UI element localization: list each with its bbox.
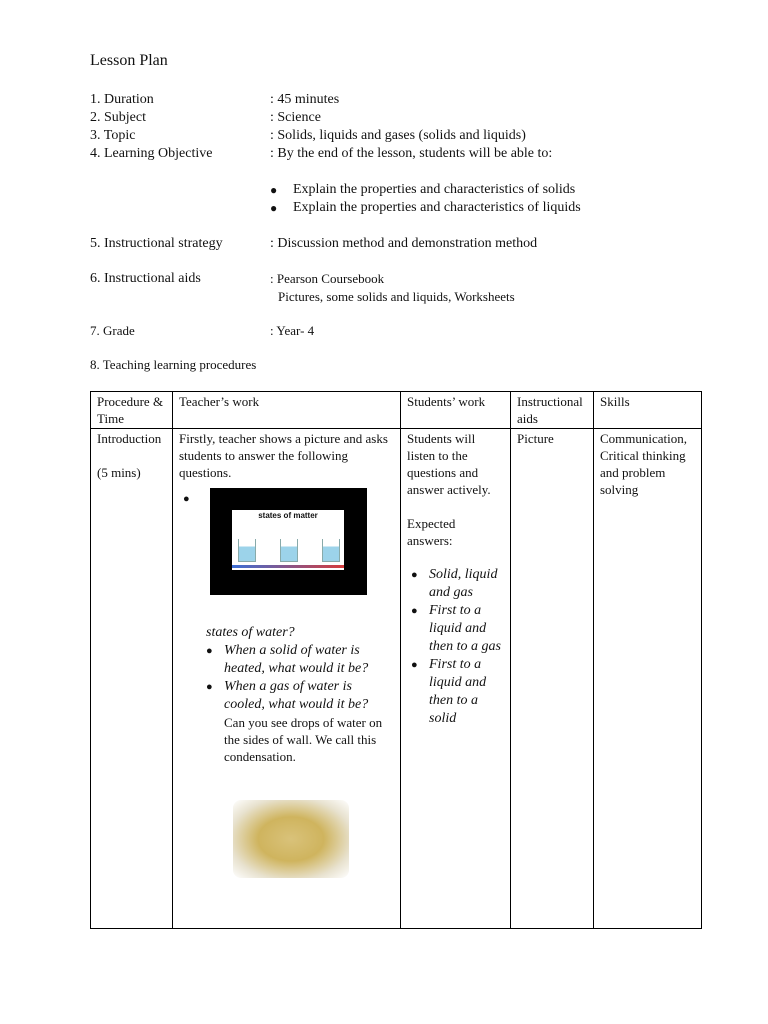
answer-item: ● First to a liquid and then to a solid — [411, 657, 487, 726]
aids-cell: Picture — [511, 429, 594, 929]
bullet-icon: ● — [411, 569, 418, 581]
states-of-matter-image — [210, 488, 367, 595]
meta-label: 5. Instructional strategy — [90, 236, 223, 251]
meta-value: : By the end of the lesson, students will be able to: — [270, 146, 553, 161]
meta-value: : Discussion method and demonstration method — [270, 236, 538, 251]
meta-value: : Pearson Coursebook — [270, 271, 385, 286]
document-page: Lesson Plan 1. Duration : 45 minutes 2. Subject : Science 3. Topic : Solids, liquids and gases (solids and liquids) 4. Learning Objective : By the end of the lesson, students will be able to: ● Explain the properties and characteristics of solids ● Explain the properties and characteristics of liquids 5. Instructional strategy : Discussion method and demonstration method 6. Instructional aids : Pearson Coursebook Pictures, some solids and liquids, Worksheets 7. Grade : Year- 4 8. Teaching learning procedures Procedure & Time Teacher’s work Students’ work Instructional aids Skills Introduction (5 mins) Firstly, teacher shows a picture and asks students to answer the following questions. states of water? ● When a solid of water is heated, what would it be? ● When a gas of water is cooled, what would it be? Can you see drops of water on the sides of wall. We call this condensation. Students will listen to the questions and answer actively. Expected answers: ● Solid, liquid and gas ● First to a liquid and then to a gas ● First to a liquid and then to a solid Picture Communication, Critical thinking and problem solving ● states of matter — [0, 0, 768, 1024]
bullet-icon: ● — [206, 681, 213, 693]
beaker-solid-icon — [238, 539, 256, 562]
meta-value: : Science — [270, 110, 321, 125]
procedures-table — [90, 391, 702, 929]
bullet-icon: ● — [270, 183, 278, 197]
question-3: ● When a gas of water is cooled, what would it be? — [206, 679, 369, 712]
header-skills: Skills — [594, 392, 702, 429]
question-2: ● When a solid of water is heated, what would it be? — [206, 643, 369, 676]
students-intro: Students will listen to the questions and answer actively. — [407, 431, 491, 497]
header-students: Students’ work — [401, 392, 511, 429]
expected-label: Expected answers: — [407, 516, 456, 548]
meta-label: 2. Subject — [90, 110, 146, 125]
table-header-row — [91, 392, 702, 429]
procedure-name: Introduction — [97, 431, 162, 446]
header-aids: Instructional aids — [511, 392, 594, 429]
meta-value: : Year- 4 — [270, 323, 315, 338]
teacher-intro: Firstly, teacher shows a picture and asks students to answer the following questions. — [179, 431, 388, 480]
meta-label: 4. Learning Objective — [90, 146, 213, 161]
header-procedure: Procedure & Time — [91, 392, 173, 429]
meta-label: 3. Topic — [90, 128, 136, 143]
condensation-note: Can you see drops of water on the sides of wall. We call this condensation. — [224, 715, 383, 764]
meta-value: : 45 minutes — [270, 92, 340, 107]
beaker-gas-icon — [322, 539, 340, 562]
bullet-icon: ● — [206, 645, 213, 657]
bullet-icon: ● — [411, 659, 418, 671]
bullet-icon: ● — [411, 605, 418, 617]
meta-label: 6. Instructional aids — [90, 271, 201, 286]
answer-item: ● First to a liquid and then to a gas — [411, 603, 501, 654]
header-teacher: Teacher’s work — [173, 392, 401, 429]
meta-label: 1. Duration — [90, 92, 154, 107]
image-title: states of matter — [258, 511, 318, 520]
procedure-time: (5 mins) — [97, 465, 141, 480]
page-title: Lesson Plan — [90, 52, 168, 69]
meta-value: Pictures, some solids and liquids, Worksheets — [278, 289, 515, 304]
beaker-liquid-icon — [280, 539, 298, 562]
procedure-cell — [91, 429, 173, 929]
students-cell — [401, 429, 511, 929]
answer-item: ● Solid, liquid and gas — [411, 567, 498, 600]
temperature-bar — [232, 565, 344, 568]
skills-cell: Communication, Critical thinking and problem solving — [594, 429, 702, 929]
meta-label: 7. Grade — [90, 323, 135, 338]
bullet-icon: ● — [270, 201, 278, 215]
condensation-image — [233, 800, 349, 878]
meta-value: : Solids, liquids and gases (solids and liquids) — [270, 128, 526, 143]
question-1-tail: states of water? — [206, 625, 295, 640]
bullet-icon: ● — [183, 493, 190, 505]
